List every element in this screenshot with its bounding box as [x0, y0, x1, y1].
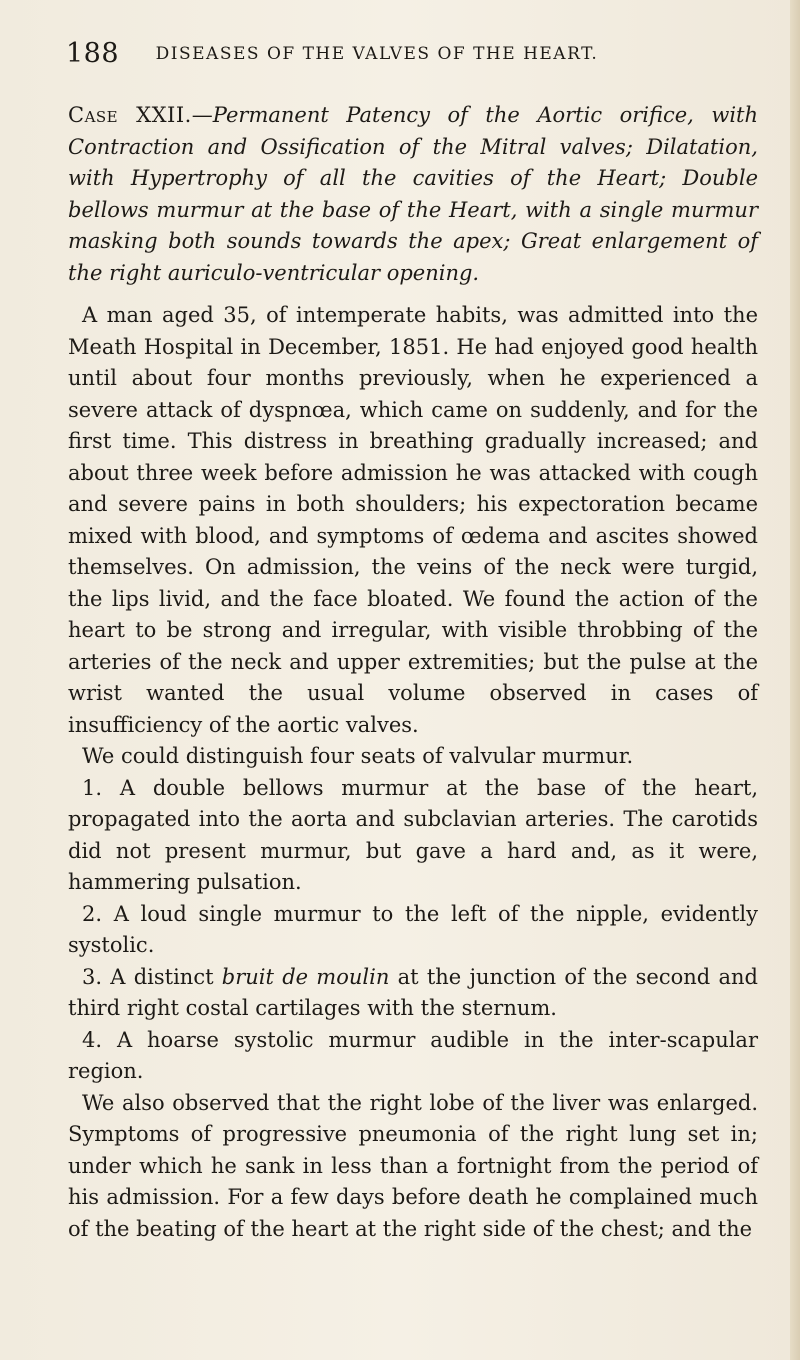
item-text-italic: bruit de moulin — [221, 964, 390, 989]
paragraph-murmur-intro: We could distinguish four seats of valvular murmur. — [82, 744, 634, 768]
case-title: Permanent Patency of the Aortic orifice, with Contraction and Ossification of the Mitral valves; Dilatation, with Hypertrophy of all the cavities of the Heart; Double bellows murmur at the base of the Heart, with a single murmur masking both sounds towards the apex; Great enlargement of the right auriculo-ventricular opening. — [68, 103, 758, 285]
item-text: A hoarse systolic murmur audible in the inter-scapular region. — [68, 1027, 758, 1083]
page-header — [66, 38, 766, 74]
item-number: 3. — [82, 964, 103, 989]
item-text-post: at the junction of the second and third right costal cartilages with the sternum. — [68, 964, 758, 1020]
list-item-2 — [68, 899, 758, 962]
list-item-1 — [68, 773, 758, 899]
case-dash: — — [191, 103, 213, 127]
item-text: A loud single murmur to the left of the nipple, evidently systolic. — [68, 901, 758, 957]
item-number: 2. — [82, 901, 103, 926]
page-edge — [790, 0, 800, 1360]
page-number: 188 — [66, 38, 120, 69]
page-body — [68, 100, 758, 1245]
item-number: 1. — [82, 775, 103, 800]
running-head: DISEASES OF THE VALVES OF THE HEART. — [155, 44, 599, 64]
case-label: Case XXII. — [68, 103, 192, 127]
paragraph-history: A man aged 35, of intemperate habits, was admitted into the Meath Hospital in December, 1851. He had enjoyed good health until about four months previously, when he experienced a severe attack of dyspnœa, which came on suddenly, and for the first time. This distress in breathing gradually increased; and about three week before admission he was attacked with cough and severe pains in both shoulders; his expectoration became mixed with blood, and symptoms of œdema and ascites showed themselves. On admission, the veins of the neck were turgid, the lips livid, and the face bloated. We found the action of the heart to be strong and irregular, with visible throbbing of the arteries of the neck and upper extremities; but the pulse at the wrist wanted the usual volume observed in cases of insufficiency of the aortic valves. — [68, 303, 758, 737]
item-number: 4. — [82, 1027, 103, 1052]
list-item-3 — [68, 962, 758, 1025]
case-heading — [68, 100, 758, 289]
paragraph-outcome: We also observed that the right lobe of the liver was enlarged. Symptoms of progressive pneumonia of the right lung set in; under which he sank in less than a fortnight from the period of his admission. For a few days before death he complained much of the beating of the heart at the right side of the chest; and the — [68, 1090, 758, 1241]
item-text-pre: A distinct — [110, 964, 214, 989]
item-text: A double bellows murmur at the base of the heart, propagated into the aorta and subclavian arteries. The carotids did not present murmur, but gave a hard and, as it were, hammering pulsation. — [68, 775, 758, 894]
list-item-4 — [68, 1025, 758, 1088]
